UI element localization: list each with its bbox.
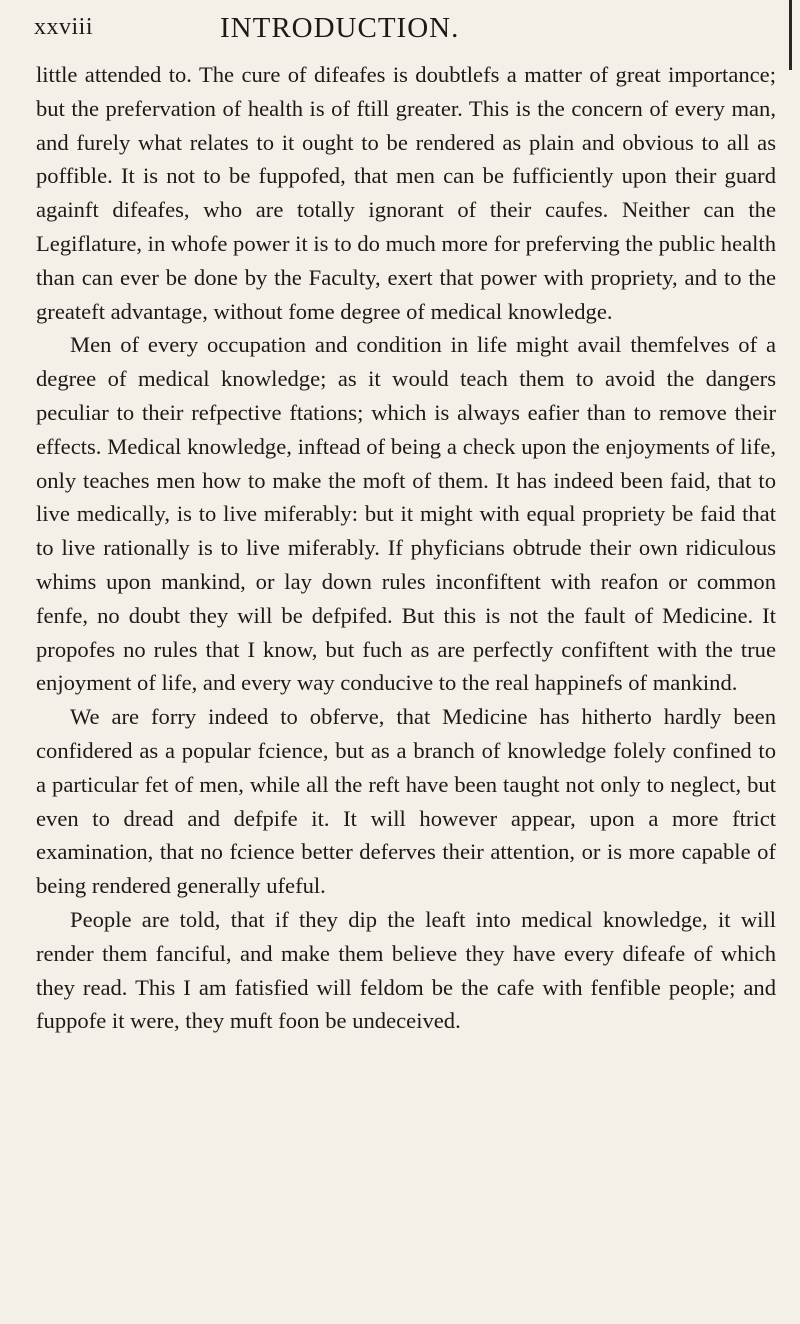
paragraph: People are told, that if they dip the leaft into medical knowledge, it will render them fanciful, and make them believe they have every difeafe of which they read. This I am fatisfied will feldom be the cafe with fenfible people; and fuppofe it were, they muft foon be undeceived. xyxy=(36,906,776,1034)
page-header xyxy=(34,8,780,48)
paragraph: little attended to. The cure of difeafes is doubtlefs a matter of great importance; but the prefervation of health is of ftill greater. This is the concern of every man, and furely what relates to it ought to be rendered as plain and obvious to all as poffible. It is not to be fuppofed, that men can be fufficiently upon their guard againft difeafes, who are totally ignorant of their caufes. Neither can the Legiflature, in whofe power it is to do much more for preferving the public health than can ever be done by the Faculty, exert that power with propriety, and to the greateft advantage, without fome degree of medical knowledge. xyxy=(36,62,776,324)
page-number: xxviii xyxy=(34,14,94,40)
paragraph: We are forry indeed to obferve, that Medicine has hitherto hardly been confidered as a popular fcience, but as a branch of knowledge folely confined to a particular fet of men, while all the reft have been taught not only to neglect, but even to dread and defpife it. It will however appear, upon a more ftrict examination, that no fcience better deferves their attention, or is more capable of being rendered generally ufeful. xyxy=(36,704,776,899)
running-head: INTRODUCTION. xyxy=(220,12,460,44)
body-text xyxy=(36,58,776,1038)
page-edge-rule xyxy=(789,0,792,70)
paragraph: Men of every occupation and condition in life might avail themfelves of a degree of medical knowledge; as it would teach them to avoid the dangers peculiar to their refpective ftations; which is always eafier than to remove their effects. Medical knowledge, inftead of being a check upon the enjoyments of life, only teaches men how to make the moft of them. It has indeed been faid, that to live medically, is to live miferably: but it might with equal propriety be faid that to live rationally is to live miferably. If phyficians obtrude their own ridiculous whims upon mankind, or lay down rules inconfiftent with reafon or common fenfe, no doubt they will be defpifed. But this is not the fault of Medicine. It propofes no rules that I know, but fuch as are perfectly confiftent with the true enjoyment of life, and every way conducive to the real happinefs of mankind. xyxy=(36,332,776,696)
